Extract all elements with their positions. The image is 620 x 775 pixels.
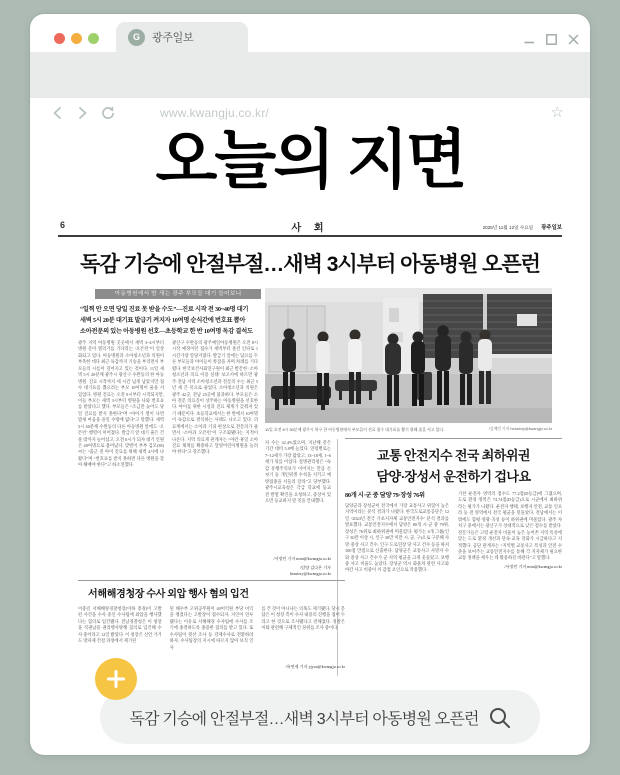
newspaper-dateline xyxy=(483,223,562,231)
article2-column: 기찬 운전자 영역의 점수도 77.2점(D등급)에 그쳤으며, 도로 환경 영역은 74.74점(D등급)으로 시군에서 최하위라는 평가가 나왔다. 운전자 행태, 보행자 안전, 교통 인프라 등 전 영역에서 전국 평균을 밑돌았다. 전남에서는 이 밖에도 함평·영광·곡성 등이 하위권에 머물렀다. 광주 자치구 중에서는 광산구가 상대적으로 낮은 점수를 받았다. 전문가들은 고령 운전자 비율이 높은 농어촌 지역 특성에 맞는 도로 환경 개선과 단속·교육 강화가 시급하다고 지적했다. 공단 관계자는 “지역별 교통사고 특성과 안전 수준을 보여주는 교통안전지수를 통해 각 지자체가 필요한 교통 정책을 세우는 데 활용하길 바란다”고 말했다. xyxy=(458,491,562,561)
main-body-column: 자 수는 32.4%였으며, 지난해 같은 기간 대비 5.8배 늘었다. 연령별로는 7~12세가 가장 많았고, 13~18세, 1~6세가 뒤를 이었다. 질병관리청은 “독감 유행주의보가 이어지는 만큼 손 씻기 등 개인위생 수칙을 지키고 예방접종을 서둘러 달라”고 당부했다. 광주시교육청은 각급 학교에 등교 전 발열 확인을 요청하고, 증상이 있으면 등교하지 말 것을 안내했다. xyxy=(265,440,331,503)
lead-line: 소아전문의 있는 아동병원 선호—초등학교 한 반 10여명 독감 결석도 xyxy=(80,328,253,335)
article3-column: 이중길 서해해양경찰청장(이하 총경)이 고발된 사건을 수사 중인 수사팀에 외압을 행사했다는 혐의로 입건됐다. 전남경찰청은 이 청장을 직권남용 권리행사방해 혐의로 입건해 수사 중이라고 12일 밝혔다. 이 청장은 신안 가거도 방파제 건설 과정에서 제기된 xyxy=(78,606,162,644)
site-favicon: G xyxy=(128,29,145,46)
search-text: 독감 기승에 안절부절…새벽 3시부터 아동병원 오픈런 xyxy=(129,710,479,728)
newspaper-date: 2025년 11월 12일 수요일 xyxy=(482,225,534,230)
newspaper-page-number: 6 xyxy=(60,220,66,230)
toolbar xyxy=(30,52,590,121)
photo-caption-row xyxy=(265,427,552,433)
main-body-column: 광주 지역 아동병원 곳곳에서 새벽 3~4시부터 병원 문이 열리기를 기다리는 ‘오픈런’이 일상화되고 있다. 아동병원과 소아청소년과 의원이 부족한 데다 최근 독감까지 기승을 부리면서 부모들의 시름이 깊어지고 있는 것이다. 11일 새벽 5시 20분께 광주시 광산구 수완동의 한 아동병원. 진료 시작까지 세 시간 넘게 남았지만 접수 대기표를 뽑으려는 부모 10여명이 줄을 서 있었다. 병원 진료는 오전 9시부터 시작되지만, 이들 부모는 새벽 3시부터 병원을 나와 번호표를 받았다고 했다. 부모들은 “조금만 늦어도 당일 진료를 받지 못한다”며 “아이가 열이 나면 밤새 마음을 졸일 수밖에 없다”고 말했다. 새벽 5시 40분께 수완동의 다른 아동병원 앞에도 ‘오픈런’ 행렬이 이어졌다. 발급기 앞 대기 줄은 건물 밖까지 늘어섰고, 오전 6시가 되자 대기 인원은 40여명으로 불어났다. 맞벌이 부부 김모(38)씨는 “출근 전 아이 진료를 위해 새벽 4시에 나왔다”며 “번호표를 받지 못하면 다른 병원을 찾아 헤매야 한다”고 하소연했다. xyxy=(78,340,164,468)
article3-column: 된 해수부 고위공무원이 40여억원 부당 이익을 챙겼다는 고발장이 접수되자, 지인이 연루됐다는 이유로 서해해경 수사팀에 수사를 조기에 종결하도록 종용한 혐의를 받고 있다. 또 수사팀이 윗선 조사 등 강제수사로 전환하려 하자, 수사팀장의 지시에 따르지 않아 보직 인사 xyxy=(169,606,254,650)
traffic-light-minimize-icon[interactable] xyxy=(71,33,82,44)
article2-byline: /서정민 기자 mini@kwangju.co.kr xyxy=(504,563,562,569)
photo-credit: /김예빈 기자 heastory@kwangju.co.kr xyxy=(488,427,552,431)
plus-icon xyxy=(106,669,126,689)
photo-caption: 11일 오전 6시 30분께 광주시 북구 한 아동병원에서 부모들이 진료 접수 대기표를 뽑기 위해 줄을 서고 있다. xyxy=(265,427,445,432)
lead-line: 새벽 5시 20분 대기표 발급기 켜지자 10여명 순식간에 번호표 뽑아 xyxy=(80,317,246,324)
maximize-icon[interactable] xyxy=(544,32,558,46)
lead-line: “일찍 안 오면 당일 진료 못 받을 수도”—진료 시작 전 30~40명 대기 xyxy=(80,306,249,313)
header-rule xyxy=(58,235,562,237)
page-title: 오늘의 지면 xyxy=(155,124,465,196)
browser-window xyxy=(30,14,590,755)
article3-rule xyxy=(78,580,345,581)
url-text: www.kwangju.co.kr/ xyxy=(160,106,269,120)
minimize-icon[interactable] xyxy=(522,32,536,46)
main-byline: /서정민 기자 mini@kwangju.co.kr xyxy=(273,556,331,561)
search-icon[interactable] xyxy=(488,706,511,729)
article2-subhead: 80개 시·군 중 담양 79·장성 76위 xyxy=(345,492,425,499)
main-byline: /담양 김다은 기자 heastory@kwangju.co.kr xyxy=(289,565,331,576)
main-lead xyxy=(80,304,262,337)
bookmark-star-icon[interactable]: ☆ xyxy=(550,104,564,121)
article3-byline: /유연재 기자 yjyou@kwangju.co.kr xyxy=(285,664,345,669)
browser-tab[interactable] xyxy=(116,22,248,52)
newspaper-page xyxy=(58,218,562,682)
main-headline: 독감 기승에 안절부절…새벽 3시부터 아동병원 오픈런 xyxy=(80,253,540,276)
add-button[interactable] xyxy=(95,658,137,700)
traffic-light-close-icon[interactable] xyxy=(54,33,65,44)
article3-column: 를 건 것이 아니냐는 의혹도 제기됐다. 당시 문답은 이 청장 측이 수사 내용의 진행을 접어 두라고 한 것으로 조사됐다고 전해졌다. 경찰은 이와 관련해 구체적인 경위를 조사 중이다. xyxy=(261,606,346,631)
traffic-light-zoom-icon[interactable] xyxy=(88,33,99,44)
article2-column: 담양군과 장성군이 전국에서 가장 교통사고 위험이 높은 지역이라는 분석 결과가 나왔다. 한국도로교통공단은 12일 ‘2024년 전국 기초지자체 교통안전지수’ 분석 결과를 발표했다. 교통안전지수에서 담양은 80개 시·군 중 79위, 장성은 76위로 최하위권에 머물렀다. 평가는 4개 그룹(인구 30만 이상 시, 인구 30만 미만 시, 군, 구)으로 구분해 사망·중상 사고 건수, 인구·도로연장 당 사고 건수 등을 따져 100점 만점으로 산출한다. 담양군은 교통사고 사망자 수와 중상 사고 건수가 군 지역 평균을 크게 웃돌았고, 보행 중 사고 비율도 높았다. 장성군 역시 화물차 관련 사고와 야간 사고 비중이 커 감점 요인으로 작용했다. xyxy=(345,503,449,573)
newspaper-section: 사 회 xyxy=(291,223,329,234)
article3-headline: 서해해경청장 수사 외압 행사 혐의 입건 xyxy=(88,589,249,600)
article2-columns xyxy=(345,491,562,673)
main-body-column: 광산구 수완동의 광주예일아동병원은 오전 8시 시작 예정이던 접수가 새벽부터 몰린 인파로 1시간가량 앞당겨졌다. 발급기 앞에는 담요를 두른 부모들과 아이들이 쪽잠을 자며 차례를 기다렸다. 한국보건사회연구원이 최근 발간한 ‘소아청소년과 의료 이용 실태’ 보고서에 따르면 광주·전남 지역 소아청소년과 전문의 수는 최근 5년 새 큰 폭으로 줄었다. 소아청소년과 의원은 광주 42곳, 전남 25곳에 불과하다. 부모들은 소아 전문 의료진이 상주하는 아동병원을 선호한다. 아이를 위한 시설과 진료 체계가 갖춰져 있기 때문이다. 초등학교에서는 한 반에서 10여명이 독감으로 결석하는 사례도 나오고 있다. 의료계에서는 소아과 기피 현상으로 전문의가 줄면서 ‘소아과 오픈런’이 구조화됐다는 지적이 나온다. 지역 의료계 관계자는 “야간·휴일 소아 진료 체계를 확충하고 달빛어린이병원을 늘려야 한다”고 강조했다. xyxy=(172,340,258,455)
close-icon[interactable] xyxy=(566,32,580,46)
main-kicker: 아동병원에서 밤 새는 광주 부모들 대기 들어보니 xyxy=(95,289,261,299)
article2-rule xyxy=(345,438,562,439)
tab-title: 광주일보 xyxy=(152,32,194,44)
article2-headline: 교통 안전지수 전국 최하위권 담양·장성서 운전하기 겁나요 xyxy=(376,448,531,484)
main-body-columns xyxy=(78,340,258,578)
search-bar[interactable] xyxy=(100,690,540,744)
newspaper-masthead: 광주일보 xyxy=(541,225,562,231)
news-photo xyxy=(265,288,552,423)
